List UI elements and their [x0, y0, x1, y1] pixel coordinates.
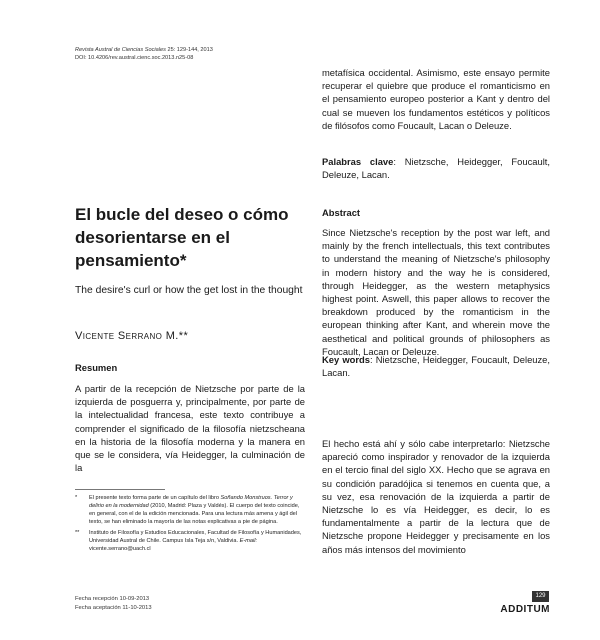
- journal-header: [75, 46, 315, 62]
- doi-line: DOI: 10.4206/rev.austral.cienc.soc.2013.n25-08: [75, 55, 194, 61]
- journal-citation: 25: 129-144, 2013: [167, 47, 213, 53]
- abstract-heading: Abstract: [322, 207, 361, 218]
- resumen-text: A partir de la recepción de Nietzsche por parte de la izquierda de posguerra y, principalmente, por parte de la intelectualidad francesa, este texto contribuye a comprender el significado de la filosofía nietzscheana en la historia de la filosofía moderna y la manera en que se le considera, vía Heidegger, la culminación de la: [75, 383, 305, 474]
- footnote-text-part: El presente texto forma parte de un capítulo del libro: [89, 495, 221, 501]
- footnote-rule: [75, 489, 165, 490]
- footnote-email: vicente.serrano@uach.cl: [89, 546, 151, 552]
- footnote-item: [75, 494, 305, 526]
- article-subtitle: The desire's curl or how the get lost in the thought: [75, 285, 303, 296]
- footnote-text-part: Instituto de Filosofía y Estudios Educacionales, Facultad de Filosofía y Humanidades, Universidad Austral de Chile. Campus Isla Teja s/n, Valdivia.: [89, 530, 302, 544]
- footnote-item: [75, 529, 305, 553]
- body-text: El hecho está ahí y sólo cabe interpretarlo: Nietzsche apareció como inspirador y renovador de la izquierda en el tercio final del siglo XX. Hecho que se agrava en su condición paradójica si tenemos en cuenta que, a su vez, esa renovación de la izquierda a partir de Nietzsche lo es vía Heidegger, es decir, lo es fundamentalmente a partir de la lectura que de Nietzsche propone Heidegger y precisamente en los años más intensos del movimiento: [322, 438, 550, 555]
- footnote-text-part: (2010, Madrid: Plaza y Valdés). El cuerpo del texto coincide, en general, con el de la edición mencionada. Para una lectura más amena y ágil del texto, se han eliminado la mayoría de las notas explicativas a pie de página.: [89, 503, 300, 525]
- palabras-clave-label: Palabras clave: [322, 156, 394, 167]
- article-dates: [75, 595, 152, 612]
- abstract-text: Since Nietzsche's reception by the post war left, and mainly by the french intellectuals, this text contributes to understand the meaning of Nietzsche's philosophy in modern history and the way he is considered, through Heidegger, as the western metaphysics highest point. Aswell, this paper allows to recover the breakdown produced by the romanticism in the european thinking after Kant, and wherein move the aesthetical and political grounds of philosophers as Foucault, Lacan or Deleuze.: [322, 227, 550, 357]
- journal-name: Revista Austral de Ciencias Sociales: [75, 47, 166, 53]
- footnote-mark: *: [75, 495, 78, 501]
- author-footnote-marks: **: [178, 330, 189, 342]
- date-accepted: Fecha aceptación 11-10-2013: [75, 604, 152, 611]
- keywords: [322, 353, 550, 379]
- footnotes: [75, 494, 305, 556]
- resumen-continuation: metafísica occidental. Asimismo, este ensayo permite recuperar el quiebre que produce el romanticismo en el pensamiento europeo posterior a Kant y dentro del cual se mueven los fundamentos estéticos y políticos de filósofos como Foucault, Lacan o Deleuze.: [322, 67, 550, 131]
- author-line: [75, 330, 188, 342]
- keywords-text: : Nietzsche, Heidegger, Foucault, Deleuze, Lacan.: [322, 354, 550, 379]
- article-title: El bucle del deseo o cómo desorientarse en el pensamiento*: [75, 205, 289, 270]
- footnote-mark: **: [75, 530, 80, 536]
- footnote-book-title: Soñando Monstruos. Terror y delirio en la modernidad: [89, 495, 293, 509]
- date-received: Fecha recepción 10-09-2013: [75, 596, 150, 602]
- author-name: Vicente Serrano M.: [75, 330, 179, 342]
- palabras-clave: [322, 155, 550, 181]
- resumen-heading: Resumen: [75, 362, 118, 373]
- footnote-text: [89, 494, 305, 526]
- footnote-text: [89, 529, 305, 553]
- footnote-email-label: E-mail:: [239, 538, 257, 544]
- keywords-label: Key words: [322, 354, 370, 365]
- journal-brand: ADDITUM: [500, 604, 550, 615]
- page-number: 129: [532, 591, 549, 602]
- palabras-clave-text: : Nietzsche, Heidegger, Foucault, Deleuze, Lacan.: [322, 156, 550, 181]
